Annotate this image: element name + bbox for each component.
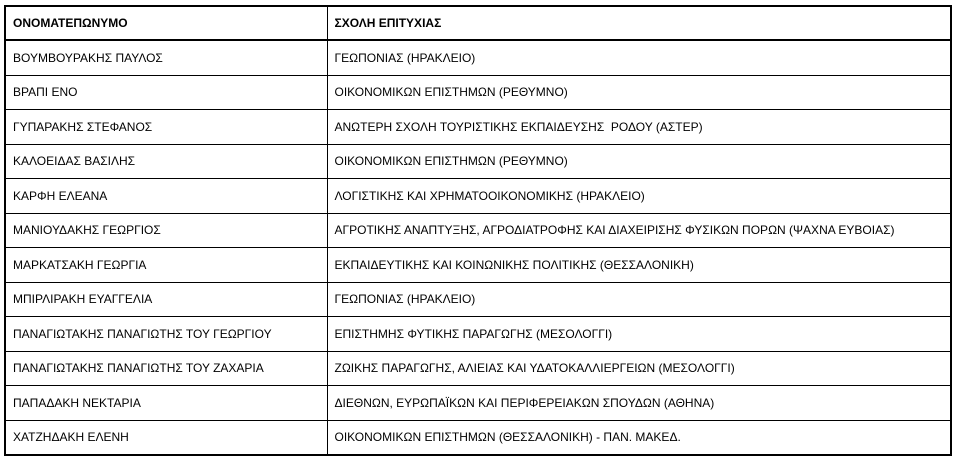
table-row	[5, 248, 951, 283]
cell-full-name: ΠΑΝΑΓΙΩΤΑΚΗΣ ΠΑΝΑΓΙΩΤΗΣ ΤΟΥ ΓΕΩΡΓΙΟΥ	[5, 317, 327, 352]
cell-full-name: ΚΑΡΦΗ ΕΛΕΑΝΑ	[5, 179, 327, 214]
cell-school: ΑΓΡΟΤΙΚΗΣ ΑΝΑΠΤΥΞΗΣ, ΑΓΡΟΔΙΑΤΡΟΦΗΣ ΚΑΙ ΔΙΑΧΕΙΡΙΣΗΣ ΦΥΣΙΚΩΝ ΠΟΡΩΝ (ΨΑΧΝΑ ΕΥΒΟΙΑΣ)	[327, 213, 951, 248]
results-table-container	[4, 5, 950, 456]
table-row	[5, 351, 951, 386]
cell-school: ΟΙΚΟΝΟΜΙΚΩΝ ΕΠΙΣΤΗΜΩΝ (ΡΕΘΥΜΝΟ)	[327, 144, 951, 179]
table-body	[5, 40, 951, 455]
cell-full-name: ΒΟΥΜΒΟΥΡΑΚΗΣ ΠΑΥΛΟΣ	[5, 40, 327, 75]
table-row	[5, 110, 951, 145]
table-row	[5, 213, 951, 248]
cell-full-name: ΠΑΝΑΓΙΩΤΑΚΗΣ ΠΑΝΑΓΙΩΤΗΣ ΤΟΥ ΖΑΧΑΡΙΑ	[5, 351, 327, 386]
table-row	[5, 420, 951, 455]
cell-full-name: ΚΑΛΟΕΙΔΑΣ ΒΑΣΙΛΗΣ	[5, 144, 327, 179]
table-row	[5, 144, 951, 179]
cell-school: ΑΝΩΤΕΡΗ ΣΧΟΛΗ ΤΟΥΡΙΣΤΙΚΗΣ ΕΚΠΑΙΔΕΥΣΗΣ ΡΟΔΟΥ (ΑΣΤΕΡ)	[327, 110, 951, 145]
table-row	[5, 386, 951, 421]
table-row	[5, 40, 951, 75]
cell-school: ΖΩΙΚΗΣ ΠΑΡΑΓΩΓΗΣ, ΑΛΙΕΙΑΣ ΚΑΙ ΥΔΑΤΟΚΑΛΛΙΕΡΓΕΙΩΝ (ΜΕΣΟΛΟΓΓΙ)	[327, 351, 951, 386]
table-row	[5, 179, 951, 214]
table-row	[5, 75, 951, 110]
cell-school: ΟΙΚΟΝΟΜΙΚΩΝ ΕΠΙΣΤΗΜΩΝ (ΘΕΣΣΑΛΟΝΙΚΗ) - ΠΑΝ. ΜΑΚΕΔ.	[327, 420, 951, 455]
cell-school: ΕΠΙΣΤΗΜΗΣ ΦΥΤΙΚΗΣ ΠΑΡΑΓΩΓΗΣ (ΜΕΣΟΛΟΓΓΙ)	[327, 317, 951, 352]
table-row	[5, 317, 951, 352]
cell-school: ΛΟΓΙΣΤΙΚΗΣ ΚΑΙ ΧΡΗΜΑΤΟΟΙΚΟΝΟΜΙΚΗΣ (ΗΡΑΚΛΕΙΟ)	[327, 179, 951, 214]
header-school: ΣΧΟΛΗ ΕΠΙΤΥΧΙΑΣ	[327, 6, 951, 40]
cell-school: ΓΕΩΠΟΝΙΑΣ (ΗΡΑΚΛΕΙΟ)	[327, 40, 951, 75]
cell-full-name: ΜΑΡΚΑΤΣΑΚΗ ΓΕΩΡΓΙΑ	[5, 248, 327, 283]
cell-school: ΕΚΠΑΙΔΕΥΤΙΚΗΣ ΚΑΙ ΚΟΙΝΩΝΙΚΗΣ ΠΟΛΙΤΙΚΗΣ (ΘΕΣΣΑΛΟΝΙΚΗ)	[327, 248, 951, 283]
cell-full-name: ΠΑΠΑΔΑΚΗ ΝΕΚΤΑΡΙΑ	[5, 386, 327, 421]
table-header	[5, 6, 951, 40]
cell-school: ΓΕΩΠΟΝΙΑΣ (ΗΡΑΚΛΕΙΟ)	[327, 282, 951, 317]
header-full-name: ΟΝΟΜΑΤΕΠΩΝΥΜΟ	[5, 6, 327, 40]
cell-school: ΟΙΚΟΝΟΜΙΚΩΝ ΕΠΙΣΤΗΜΩΝ (ΡΕΘΥΜΝΟ)	[327, 75, 951, 110]
results-table	[4, 5, 952, 456]
table-row	[5, 282, 951, 317]
cell-full-name: ΒΡΑΠΙ ΕΝΟ	[5, 75, 327, 110]
cell-school: ΔΙΕΘΝΩΝ, ΕΥΡΩΠΑΪΚΩΝ ΚΑΙ ΠΕΡΙΦΕΡΕΙΑΚΩΝ ΣΠΟΥΔΩΝ (ΑΘΗΝΑ)	[327, 386, 951, 421]
cell-full-name: ΜΑΝΙΟΥΔΑΚΗΣ ΓΕΩΡΓΙΟΣ	[5, 213, 327, 248]
header-row	[5, 6, 951, 40]
cell-full-name: ΓΥΠΑΡΑΚΗΣ ΣΤΕΦΑΝΟΣ	[5, 110, 327, 145]
cell-full-name: ΧΑΤΖΗΔΑΚΗ ΕΛΕΝΗ	[5, 420, 327, 455]
cell-full-name: ΜΠΙΡΛΙΡΑΚΗ ΕΥΑΓΓΕΛΙΑ	[5, 282, 327, 317]
